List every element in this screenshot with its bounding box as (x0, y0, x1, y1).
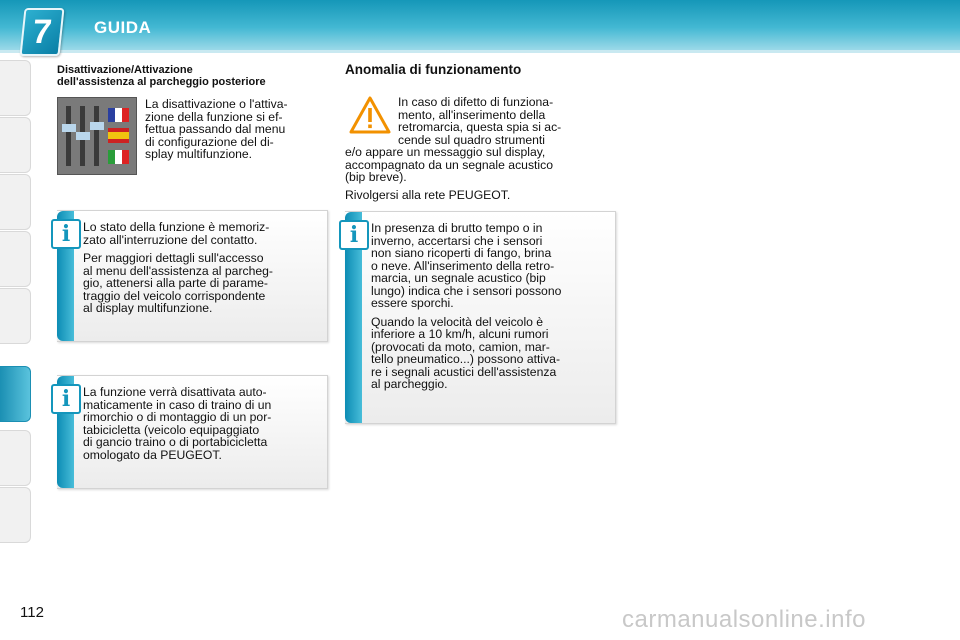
chapter-tab[interactable] (0, 288, 31, 344)
chapter-tab[interactable] (0, 117, 31, 173)
chapter-tabs (0, 60, 34, 580)
configuration-menu-flags-icon (58, 98, 136, 174)
info-icon: i (51, 384, 81, 414)
malfunction-paragraph-full: e/o appare un messaggio sul display, accompagnato da un segnale acustico (bip breve). (345, 145, 554, 184)
chapter-tab[interactable] (0, 430, 31, 486)
chapter-tab-active[interactable] (0, 366, 31, 422)
chapter-tab[interactable] (0, 60, 31, 116)
watermark: carmanualsonline.info (622, 606, 866, 633)
section-heading-deactivation: Disattivazione/Attivazione dell'assistenza al parcheggio posteriore (57, 64, 266, 88)
info-icon: i (51, 219, 81, 249)
info-box-towing (57, 375, 328, 489)
intro-paragraph: La disattivazione o l'attiva- zione della funzione si ef- fettua passando dal menu di configurazione del di- splay multifunzione. (145, 97, 288, 161)
info-paragraph: In presenza di brutto tempo o in inverno, accertarsi che i sensori non siano ricoperti di fango, brina o neve. All'inserimento della retro- marcia, un segnale acustico (bip lungo) indica che i sensori possono essere sporchi. (371, 221, 562, 310)
chapter-number-badge: 7 (19, 8, 64, 56)
warning-triangle-icon (349, 95, 391, 135)
header-divider (0, 50, 960, 53)
info-paragraph: Per maggiori dettagli sull'accesso al menu dell'assistenza al parcheg- gio, attenersi alla parte di parame- traggio del veicolo corrispondente al display multifunzione. (83, 251, 273, 315)
info-paragraph: Lo stato della funzione è memoriz- zato all'interruzione del contatto. (83, 220, 270, 247)
chapter-tab[interactable] (0, 487, 31, 543)
section-heading-malfunction: Anomalia di funzionamento (345, 62, 522, 77)
chapter-tab[interactable] (0, 174, 31, 230)
page-number: 112 (20, 604, 44, 621)
malfunction-paragraph-indented: In caso di difetto di funziona- mento, all'inserimento della retromarcia, questa spia si ac- cende sul quadro strumenti (398, 95, 562, 147)
info-box-sensors (345, 211, 616, 424)
chapter-title: GUIDA (94, 18, 152, 37)
configuration-menu-image (57, 97, 137, 175)
info-paragraph: Quando la velocità del veicolo è inferiore a 10 km/h, alcuni rumori (provocati da moto, camion, mar- tello pneumatico...) possono attiva- re i segnali acustici dell'assistenza al parcheggio. (371, 314, 561, 391)
info-box-memory (57, 210, 328, 342)
chapter-tab[interactable] (0, 231, 31, 287)
info-paragraph: La funzione verrà disattivata auto- maticamente in caso di traino di un rimorchio o di montaggio di un por- tabicicletta (veicolo equipaggiato di gancio traino o di portabicicletta omologato da PEUGEOT. (83, 385, 272, 462)
info-icon: i (339, 220, 369, 250)
contact-network-text: Rivolgersi alla rete PEUGEOT. (345, 188, 511, 202)
